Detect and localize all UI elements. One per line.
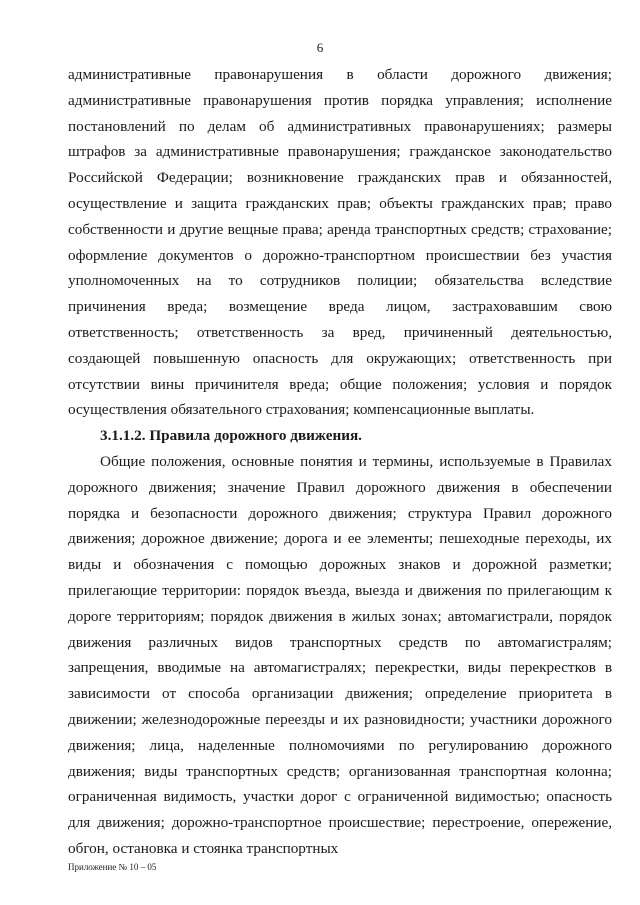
page-number: 6 <box>316 40 324 55</box>
document-body <box>68 62 612 862</box>
section-paragraph: Общие положения, основные понятия и термины, используемые в Правилах дорожного движения; значение Правил дорожного движения в обеспечении порядка и безопасности дорожного движения; структура Правил дорожного движения; дорожное движение; дорога и ее элементы; пешеходные переходы, их виды и обозначения с помощью дорожных знаков и дорожной разметки; прилегающие территории: порядок въезда, выезда и движения по прилегающим к дороге территориям; порядок движения в жилых зонах; автомагистрали, порядок движения различных видов транспортных средств по автомагистралям; запрещения, вводимые на автомагистралях; перекрестки, виды перекрестков в зависимости от способа организации движения; определение приоритета в движении; железнодорожные переезды и их разновидности; участники дорожного движения; лица, наделенные полномочиями по регулированию дорожного движения; виды транспортных средств; организованная транспортная колонна; ограниченная видимость, участки дорог с ограниченной видимостью; опасность для движения; дорожно-транспортное происшествие; перестроение, опережение, обгон, остановка и стоянка транспортных <box>68 452 612 857</box>
footer-note: Приложение № 10 – 05 <box>68 862 157 872</box>
continuation-paragraph: административные правонарушения в области дорожного движения; административные правонарушения против порядка управления; исполнение постановлений по делам об административных правонарушениях; размеры штрафов за административные правонарушения; гражданское законодательство Российской Федерации; возникновение гражданских прав и обязанностей, осуществление и защита гражданских прав; объекты гражданских прав; право собственности и другие вещные права; аренда транспортных средств; страхование; оформление документов о дорожно-транспортном происшествии без участия уполномоченных на то сотрудников полиции; обязательства вследствие причинения вреда; возмещение вреда лицом, застраховавшим свою ответственность; ответственность за вред, причиненный деятельностью, создающей повышенную опасность для окружающих; ответственность при отсутствии вины причинителя вреда; общие положения; условия и порядок осуществления обязательного страхования; компенсационные выплаты. <box>68 66 612 419</box>
section-heading: 3.1.1.2. Правила дорожного движения. <box>100 427 362 445</box>
